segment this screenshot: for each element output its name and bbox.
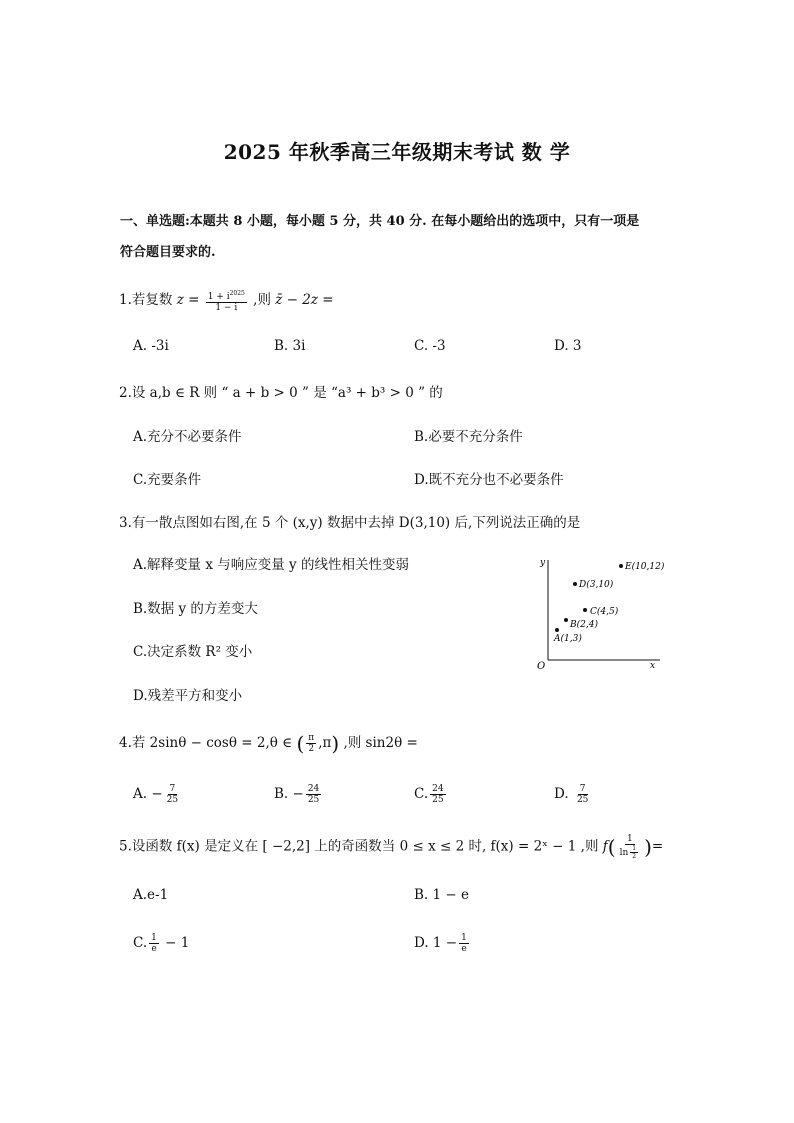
question-4-interval-fraction	[306, 733, 316, 754]
section-heading	[120, 206, 680, 268]
question-3-option-c[interactable]: C.决定系数 R² 变小	[133, 644, 253, 660]
question-1-exponent: 2025	[229, 289, 245, 297]
question-1-z: z =	[176, 292, 200, 308]
point-e-label: E(10,12)	[625, 562, 664, 572]
option-tail: − 1	[160, 935, 190, 951]
question-3-option-d[interactable]: D.残差平方和变小	[133, 688, 243, 704]
question-2: 2.设 a,b ∈ R 则 “ a + b > 0 ” 是 “a³ + b³ > 0 ” 的	[119, 385, 443, 401]
option-denominator: 25	[576, 795, 589, 805]
option-letter: A.	[133, 786, 148, 802]
question-3-option-b[interactable]: B.数据 y 的方差变大	[133, 601, 258, 617]
option-denominator: 25	[432, 795, 444, 805]
option-denominator: 25	[307, 795, 320, 805]
option-numerator: 7	[169, 784, 176, 794]
question-1	[119, 288, 334, 313]
question-4-option-c[interactable]	[414, 784, 448, 805]
question-5: 5.设函数 f(x) 是定义在 [ −2,2] 上的奇函数当 0 ≤ x ≤ 2 时, f(x) = 2ˣ − 1 ,则 f( 1 ln $\frac{1}{2}$ )=	[119, 834, 664, 860]
question-4-option-b[interactable]	[274, 784, 323, 805]
question-4-interval-numerator: π	[308, 733, 315, 743]
question-4-option-d[interactable]	[554, 784, 592, 805]
option-sign: −	[151, 786, 163, 802]
section-instructions-line-1: 一、单选题:本题共 8 小题，每小题 5 分，共 40 分. 在每小题给出的选项中，只有一项是	[120, 214, 640, 229]
option-fraction	[459, 933, 469, 954]
question-1-denominator: 1 − i	[215, 302, 238, 313]
x-axis-label: x	[650, 661, 656, 671]
option-letter: C.	[133, 935, 148, 951]
question-1-option-a[interactable]: A. -3i	[133, 338, 169, 354]
option-numerator: 1	[461, 933, 467, 943]
question-5-inner-denominator: 2	[632, 853, 637, 860]
question-1-prefix: 1.若复数	[119, 292, 173, 308]
option-letter: D. 1 −	[414, 935, 458, 951]
y-axis-label: y	[540, 558, 546, 568]
origin-label: O	[537, 661, 546, 672]
question-3: 3.有一散点图如右图,在 5 个 (x,y) 数据中去掉 D(3,10) 后,下列说法正确的是	[119, 515, 581, 531]
option-numerator: 7	[579, 784, 586, 794]
point-c	[583, 608, 587, 612]
question-5-inner-fraction	[630, 845, 638, 860]
question-2-option-b[interactable]: B.必要不充分条件	[414, 429, 523, 445]
question-4-suffix: ,则 sin2θ =	[343, 735, 418, 751]
question-1-option-b[interactable]: B. 3i	[274, 338, 306, 354]
question-5-equals: =	[651, 838, 664, 855]
question-5-outer-fraction	[618, 834, 643, 860]
question-3-option-a[interactable]: A.解释变量 x 与响应变量 y 的线性相关性变弱	[133, 557, 409, 573]
question-5-option-a[interactable]: A.e-1	[133, 887, 169, 903]
scatter-plot-figure	[532, 552, 664, 672]
question-1-expression: z̄ − 2z =	[275, 292, 334, 308]
option-sign: −	[292, 786, 304, 802]
question-1-fraction	[206, 289, 247, 313]
point-b	[564, 618, 568, 622]
question-5-outer-numerator: 1	[626, 834, 633, 844]
point-d	[573, 582, 577, 586]
option-numerator: 24	[432, 784, 444, 794]
question-4-option-a[interactable]	[133, 784, 182, 805]
option-fraction	[165, 784, 180, 805]
question-5-option-c[interactable]	[133, 933, 189, 954]
point-c-label: C(4,5)	[590, 607, 619, 617]
question-2-option-c[interactable]: C.充要条件	[133, 472, 202, 488]
question-1-option-c[interactable]: C. -3	[414, 338, 446, 354]
point-a-label: A(1,3)	[554, 634, 582, 644]
option-numerator: 1	[151, 933, 157, 943]
question-2-option-a[interactable]: A.充分不必要条件	[133, 429, 242, 445]
option-fraction	[575, 784, 590, 805]
option-denominator: e	[461, 944, 467, 954]
section-instructions-line-2: 符合题目要求的.	[120, 245, 216, 260]
question-5-text: 5.设函数 f(x) 是定义在 [ −2,2] 上的奇函数当 0 ≤ x ≤ 2 时, f(x) = 2ˣ − 1 ,则	[119, 838, 599, 855]
point-a	[555, 628, 559, 632]
option-fraction	[149, 933, 159, 954]
question-1-numerator: 1 + i	[207, 291, 230, 302]
question-5-inner-numerator: 1	[632, 845, 637, 852]
question-5-f: f	[602, 838, 608, 855]
question-1-option-d[interactable]: D. 3	[554, 338, 582, 354]
option-fraction	[306, 784, 321, 805]
point-d-label: D(3,10)	[579, 580, 614, 590]
option-letter: B.	[274, 786, 289, 802]
option-fraction	[430, 784, 445, 805]
option-denominator: e	[151, 944, 157, 954]
question-5-outer-denominator: ln	[619, 848, 629, 858]
option-numerator: 24	[307, 784, 320, 794]
question-5-option-b[interactable]: B. 1 − e	[414, 887, 469, 903]
option-denominator: 25	[166, 795, 179, 805]
point-b-label: B(2,4)	[570, 620, 598, 630]
option-letter: C.	[414, 786, 429, 802]
question-4: 4.若 2sinθ − cosθ = 2,θ ∈ ( $\frac{\pi}{2}$ ,π) ,则 sin2θ =	[119, 731, 418, 756]
point-e	[619, 564, 623, 568]
question-5-option-d[interactable]	[414, 933, 471, 954]
question-4-interval-denominator: 2	[308, 744, 315, 754]
option-letter: D.	[554, 786, 569, 802]
question-4-prefix: 4.若 2sinθ − cosθ = 2,θ ∈	[119, 735, 293, 751]
question-4-interval-right: ,π	[318, 735, 332, 751]
question-1-suffix: ,则	[253, 292, 271, 308]
question-2-option-d[interactable]: D.既不充分也不必要条件	[414, 472, 564, 488]
page-title: 2025 年秋季高三年级期末考试 数 学	[223, 140, 571, 164]
